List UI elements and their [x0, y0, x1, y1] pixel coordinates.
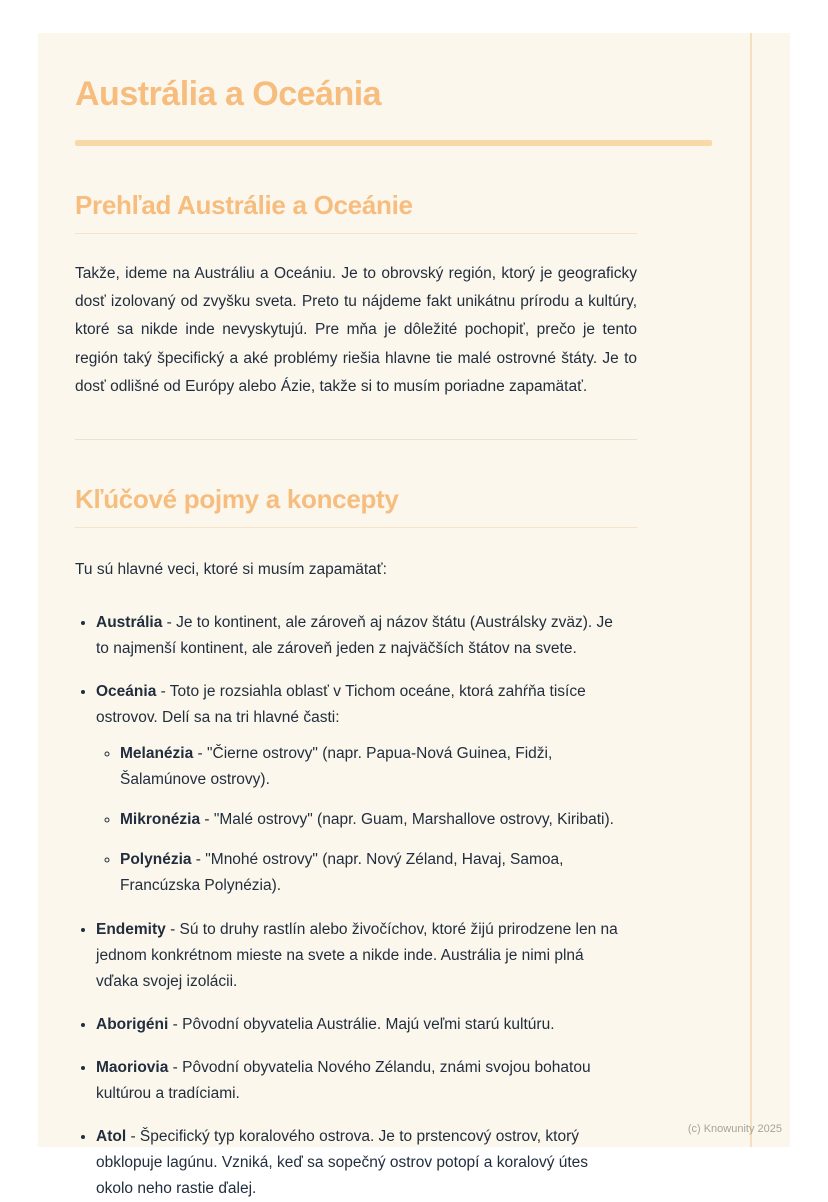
term-micronesia: Mikronézia	[120, 811, 201, 829]
definition-atol: - Špecifický typ koralového ostrova. Je to prstencový ostrov, ktorý obklopuje lagúnu. Vzniká, keď sa sopečný ostrov potopí a koralový útes okolo neho rastie ďalej.	[96, 1127, 589, 1197]
definition-australia: - Je to kontinent, ale zároveň aj názov štátu (Austrálsky zväz). Je to najmenší kontinent, ale zároveň jeden z najväčších štátov na svete.	[96, 614, 613, 658]
oceania-sublist	[96, 741, 620, 899]
title-underline-rule	[75, 140, 712, 146]
list-item-oceania	[96, 679, 620, 899]
document-content	[38, 33, 638, 1202]
term-aborigeni: Aborigéni	[96, 1015, 169, 1033]
term-endemity: Endemity	[96, 920, 166, 938]
concepts-list	[75, 610, 620, 1202]
page-title: Austrália a Oceánia	[75, 75, 382, 113]
overview-paragraph: Takže, ideme na Austráliu a Oceániu. Je to obrovský región, ktorý je geograficky dosť izolovaný od zvyšku sveta. Preto tu nájdeme fakt unikátnu prírodu a kultúry, ktoré sa nikde inde nevyskytujú. Pre mňa je dôležité pochopiť, prečo je tento región taký špecifický a aké problémy riešia hlavne tie malé ostrovné štáty. Je to dosť odlišné od Európy alebo Ázie, takže si to musím poriadne zapamätať.	[75, 265, 637, 395]
term-polynesia: Polynézia	[120, 851, 192, 869]
definition-maoriovia: - Pôvodní obyvatelia Nového Zélandu, známi svojou bohatou kultúrou a tradíciami.	[96, 1058, 591, 1102]
list-item-maoriovia	[96, 1055, 620, 1107]
term-atol: Atol	[96, 1127, 127, 1145]
definition-aborigeni: - Pôvodní obyvatelia Austrálie. Majú veľmi starú kultúru.	[168, 1015, 555, 1033]
term-australia: Austrália	[96, 614, 163, 632]
list-item-endemity	[96, 917, 620, 995]
section-heading-overview: Prehľad Austrálie a Oceánie	[75, 190, 637, 234]
term-melanesia: Melanézia	[120, 745, 194, 763]
term-maoriovia: Maoriovia	[96, 1058, 169, 1076]
definition-endemity: - Sú to druhy rastlín alebo živočíchov, ktoré žijú prirodzene len na jednom konkrétnom mieste na svete a nikde inde. Austrália je nimi plná vďaka svojej izolácii.	[96, 920, 618, 990]
section-heading-concepts: Kľúčové pojmy a koncepty	[75, 484, 637, 528]
list-item-aborigeni	[96, 1012, 620, 1038]
definition-melanesia: - "Čierne ostrovy" (napr. Papua-Nová Guinea, Fidži, Šalamúnove ostrovy).	[120, 745, 553, 789]
copyright-note: (c) Knowunity 2025	[687, 1123, 782, 1135]
section-divider	[75, 439, 637, 440]
document-page	[38, 33, 790, 1197]
list-item-australia	[96, 610, 620, 662]
list-item-atol	[96, 1124, 620, 1202]
sublist-item-micronesia	[120, 807, 620, 833]
sublist-item-polynesia	[120, 847, 620, 899]
definition-micronesia: - "Malé ostrovy" (napr. Guam, Marshallove ostrovy, Kiribati).	[200, 811, 614, 829]
sublist-item-melanesia	[120, 741, 620, 793]
term-oceania: Oceánia	[96, 683, 157, 701]
notebook-margin-line	[750, 33, 752, 1147]
concepts-intro: Tu sú hlavné veci, ktoré si musím zapamätať:	[75, 561, 387, 579]
definition-oceania: - Toto je rozsiahla oblasť v Tichom oceáne, ktorá zahŕňa tisíce ostrovov. Delí sa na tri hlavné časti:	[96, 683, 586, 727]
definition-polynesia: - "Mnohé ostrovy" (napr. Nový Zéland, Havaj, Samoa, Francúzska Polynézia).	[120, 851, 564, 895]
